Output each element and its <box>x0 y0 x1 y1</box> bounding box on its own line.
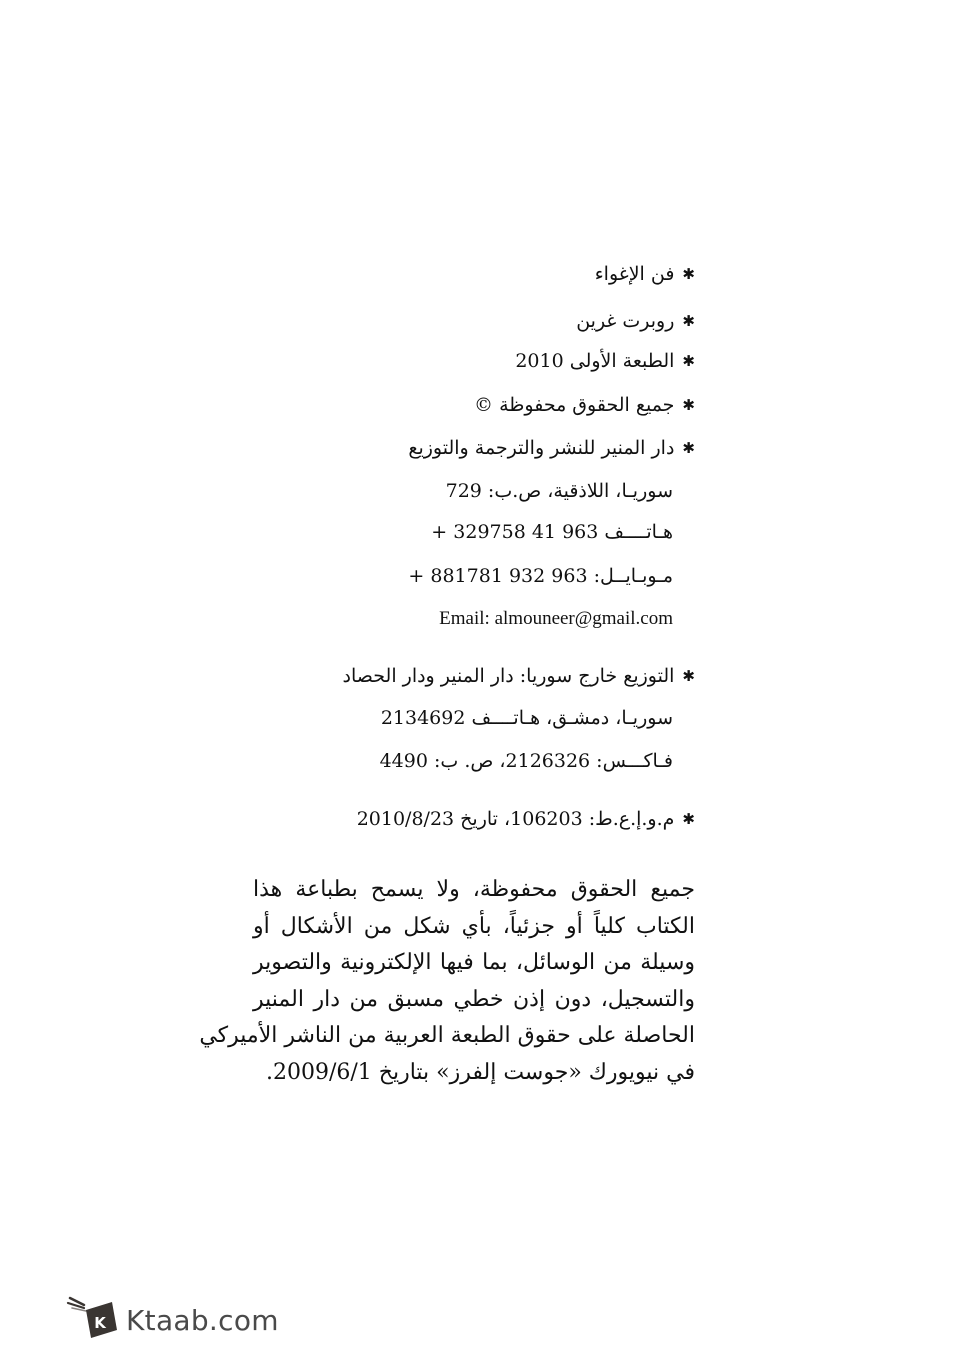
registration-text: م.و.إ.ع.ط: 106203، تاريخ 2010/8/23 <box>356 808 675 830</box>
book-logo-icon <box>62 1292 118 1348</box>
ktaab-watermark <box>62 1290 279 1350</box>
publisher-mobile <box>408 564 673 588</box>
notice-line: الكتاب كلياً أو جزئياً، بأي شكل من الأشكال أو <box>253 913 695 939</box>
info-edition <box>515 349 695 374</box>
notice-line: والتسجيل، دون إذن خطي مسبق من دار المنير <box>253 986 695 1012</box>
distribution-heading: التوزيع خارج سوريا: دار المنير ودار الحصاد <box>342 665 675 687</box>
info-registration <box>357 807 695 832</box>
info-distribution <box>343 664 695 689</box>
publisher-name: دار المنير للنشر والترجمة والتوزيع <box>408 437 675 459</box>
distribution-city: سوريـا، دمشـق، هـاتــــف 2134692 <box>380 707 673 729</box>
bullet-icon: ✱ <box>682 352 695 370</box>
info-publisher <box>408 436 695 461</box>
book-title: فن الإغواء <box>594 263 675 285</box>
notice-line: جميع الحقوق محفوظة، ولا يسمح بطباعة هذا <box>253 877 695 902</box>
info-rights <box>474 393 695 418</box>
rights-notice <box>199 872 695 1091</box>
publisher-address: سوريـا، اللاذقية، ص.ب: 729 <box>445 480 673 502</box>
edition-text: الطبعة الأولى 2010 <box>515 350 675 372</box>
svg-text:K: K <box>94 1314 106 1332</box>
bullet-icon: ✱ <box>682 439 695 457</box>
mobile-value: 963 932 881781 + <box>408 565 588 587</box>
notice-line: وسيلة من الوسائل، بما فيها الإلكترونية والتصوير <box>253 950 695 975</box>
phone-value: 963 41 329758 + <box>431 521 599 543</box>
notice-line: الحاصلة على حقوق الطبعة العربية من الناشر الأميركي <box>199 1023 695 1048</box>
info-title <box>595 262 695 287</box>
bullet-icon: ✱ <box>682 265 695 283</box>
book-author: روبرت غرين <box>576 310 675 332</box>
book-info-block <box>245 262 695 842</box>
publisher-email: Email: almouneer@gmail.com <box>439 608 673 629</box>
notice-line: في نيويورك «جوست إلفرز» بتاريخ 2009/6/1. <box>265 1059 695 1085</box>
distribution-fax: فـاكـــس: 2126326، ص. ب: 4490 <box>379 750 673 772</box>
info-author <box>576 309 695 334</box>
site-name: Ktaab.com <box>126 1303 279 1337</box>
phone-label: هـاتــــف <box>604 521 673 543</box>
rights-text: جميع الحقوق محفوظة © <box>474 394 675 416</box>
bullet-icon: ✱ <box>682 667 695 685</box>
bullet-icon: ✱ <box>682 396 695 414</box>
bullet-icon: ✱ <box>682 312 695 330</box>
mobile-label: مـوبـايــل: <box>593 565 673 587</box>
publisher-phone <box>431 520 673 544</box>
bullet-icon: ✱ <box>682 810 695 828</box>
